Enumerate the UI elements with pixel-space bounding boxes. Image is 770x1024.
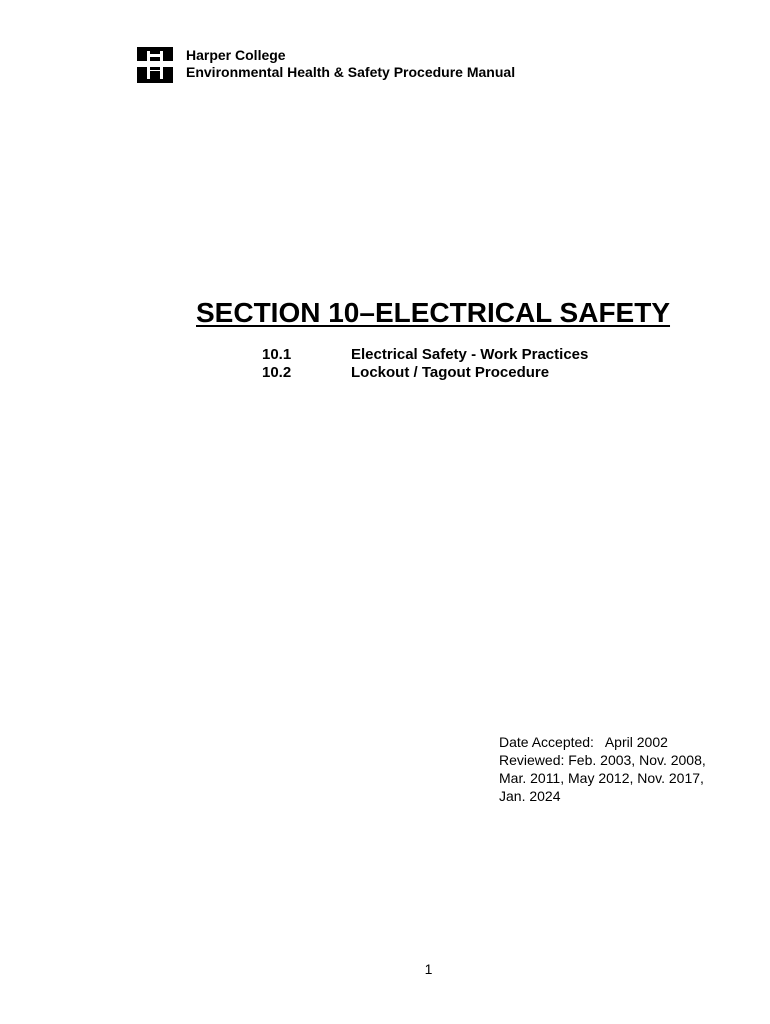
page-number: 1 xyxy=(424,961,433,977)
org-name: Harper College xyxy=(186,47,286,63)
manual-name: Environmental Health & Safety Procedure Manual xyxy=(186,64,516,80)
date-accepted: Date Accepted: April 2002 xyxy=(499,734,668,750)
reviewed-line: Jan. 2024 xyxy=(499,788,561,804)
toc-number: 10.1 xyxy=(262,346,292,363)
table-of-contents xyxy=(262,346,588,382)
document-header xyxy=(186,47,515,81)
toc-number: 10.2 xyxy=(262,364,292,381)
reviewed-line: Reviewed: Feb. 2003, Nov. 2008, xyxy=(499,752,706,768)
toc-title: Lockout / Tagout Procedure xyxy=(351,364,550,381)
toc-item xyxy=(262,364,588,382)
toc-item xyxy=(262,346,588,364)
harper-college-logo xyxy=(137,47,173,83)
section-title: SECTION 10–ELECTRICAL SAFETY xyxy=(196,297,671,328)
reviewed-line: Mar. 2011, May 2012, Nov. 2017, xyxy=(499,770,704,786)
toc-title: Electrical Safety - Work Practices xyxy=(351,346,589,363)
revision-dates xyxy=(499,733,706,805)
